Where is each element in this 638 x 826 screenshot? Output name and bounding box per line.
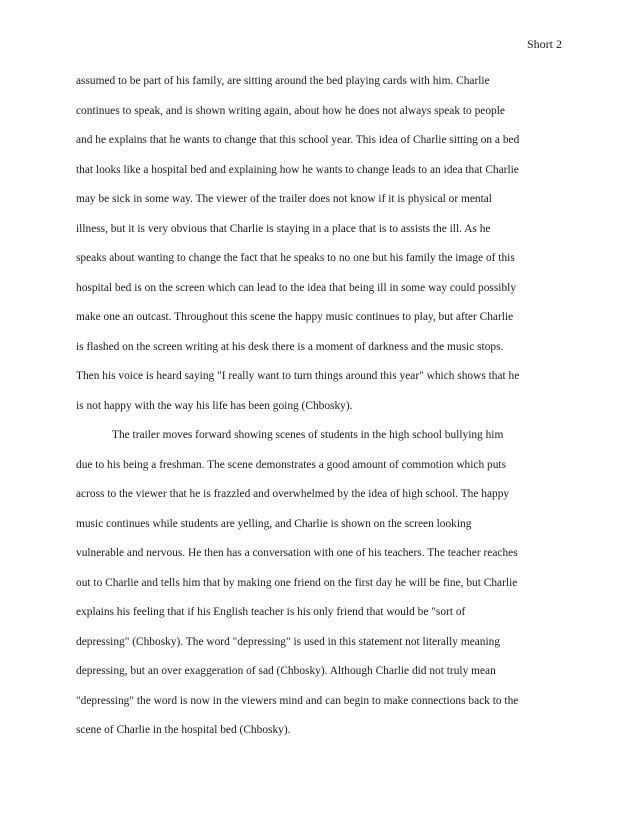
text-line: that looks like a hospital bed and explaining how he wants to change leads to an idea that Charlie — [76, 163, 519, 176]
text-line: vulnerable and nervous. He then has a conversation with one of his teachers. The teacher reaches — [76, 547, 518, 559]
text-line: across to the viewer that he is frazzled and overwhelmed by the idea of high school. The happy — [76, 488, 510, 500]
text-line: assumed to be part of his family, are sitting around the bed playing cards with him. Charlie — [76, 75, 490, 87]
text-line: out to Charlie and tells him that by making one friend on the first day he will be fine, but Charlie — [76, 576, 518, 589]
text-line: hospital bed is on the screen which can lead to the idea that being ill in some way could possibly — [76, 281, 517, 294]
text-line: music continues while students are yelling, and Charlie is shown on the screen looking — [76, 517, 472, 530]
text-line: explains his feeling that if his English teacher is his only friend that would be "sort of — [76, 606, 466, 618]
text-line: due to his being a freshman. The scene demonstrates a good amount of commotion which puts — [76, 458, 507, 471]
text-line: speaks about wanting to change the fact that he speaks to no one but his family the image of this — [76, 252, 515, 264]
text-line: is not happy with the way his life has been going (Chbosky). — [76, 399, 353, 412]
text-line: may be sick in some way. The viewer of the trailer does not know if it is physical or mental — [76, 193, 492, 205]
text-line: Then his voice is heard saying "I really want to turn things around this year" which shows that he — [76, 370, 520, 382]
text-line: make one an outcast. Throughout this scene the happy music continues to play, but after Charlie — [76, 311, 514, 323]
text-line: depressing, but an over exaggeration of sad (Chbosky). Although Charlie did not truly mean — [76, 665, 496, 677]
text-line: and he explains that he wants to change that this school year. This idea of Charlie sitting on a bed — [76, 134, 520, 146]
text-line: is flashed on the screen writing at his desk there is a moment of darkness and the music stops. — [76, 340, 504, 353]
running-head: Short 2 — [526, 37, 562, 51]
text-line: continues to speak, and is shown writing again, about how he does not always speak to people — [76, 104, 505, 117]
text-line: depressing" (Chbosky). The word "depressing" is used in this statement not literally meaning — [76, 635, 501, 648]
text-line: "depressing" the word is now in the viewers mind and can begin to make connections back to the — [76, 694, 519, 707]
body-text — [76, 67, 563, 746]
text-line: The trailer moves forward showing scenes of students in the high school bullying him — [112, 429, 504, 441]
text-line: illness, but it is very obvious that Charlie is staying in a place that is to assists the ill. As he — [76, 222, 491, 235]
text-line: scene of Charlie in the hospital bed (Chbosky). — [76, 724, 291, 736]
